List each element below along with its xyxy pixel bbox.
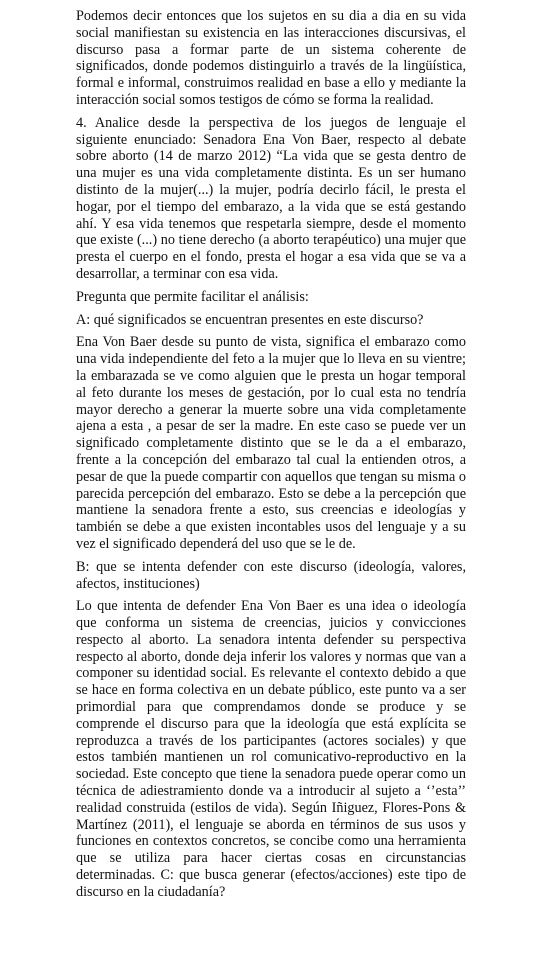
paragraph-question-4: 4. Analice desde la perspectiva de los juegos de lenguaje el siguiente enunciado: Senadora Ena Von Baer, respecto al debate sobre aborto (14 de marzo 2012) “La vida que se gesta dentro de una mujer es una vida completamente distinta. Es un ser humano distinto de la mujer(...) la mujer, podría decirlo fácil, le presta el hogar, por el tiempo del embarazo, a la vida que se está gestando ahí. Y esa vida tenemos que respetarla siempre, desde el momento que existe (...) no tiene derecho (a aborto terapéutico) una mujer que presta el cuerpo en el fondo, presta el hogar a esa vida que se va a desarrollar, a terminar con esa vida. [76,114,466,282]
paragraph-question-b: B: que se intenta defender con este discurso (ideología, valores, afectos, instituciones) [76,558,466,592]
document-page [76,8,466,907]
paragraph-guiding-question: Pregunta que permite facilitar el análisis: [76,288,309,305]
paragraph-intro: Podemos decir entonces que los sujetos en su dia a dia en su vida social manifiestan su existencia en las interacciones discursivas, el discurso pasa a formar parte de un sistema coherente de significados, donde podemos distinguirlo a través de la lingüística, formal e informal, construimos realidad en base a ello y mediante la interacción social somos testigos de cómo se forma la realidad. [76,8,466,108]
paragraph-answer-a: Ena Von Baer desde su punto de vista, significa el embarazo como una vida independiente del feto a la mujer que lo lleva en su vientre; la embarazada se ve como alguien que le presta un hogar temporal al feto durante los meses de gestación, por lo cual esta no tendría mayor derecho a generar la muerte sobre una vida completamente ajena a esta , a pesar de ser la madre. En este caso se puede ver un significado completamente distinto que se le da a el embarazo, frente a la concepción del embarazo tal cual la entienden otros, a pesar de que la puede compartir con aquellos que tengan su misma o parecida percepción del embarazo. Esto se debe a la percepción que mantiene la senadora frente a esto, sus creencias e ideologías y también se debe a que existen incontables usos del lenguaje y a su vez el significado dependerá del uso que se le de. [76,334,466,552]
paragraph-answer-b: Lo que intenta de defender Ena Von Baer es una idea o ideología que conforma un sistema de creencias, juicios y convicciones respecto al aborto. La senadora intenta defender su perspectiva respecto al aborto, donde deja inferir los valores y normas que van a componer su identidad social. Es relevante el contexto debido a que se hace en forma colectiva en un debate público, este punto va a ser primordial para que comprendamos donde se produce y se comprende el discurso para que la ideología que está explícita se reproduzca a través de los participantes (actores sociales) y que estos también mantienen un rol comunicativo-reproductivo en la sociedad. Este concepto que tiene la senadora puede operar como un técnica de adiestramiento donde va a introducir al sujeto a ‘’esta’’ realidad construida (estilos de vida). Según Iñiguez, Flores-Pons & Martínez (2011), el lenguaje se aborda en términos de sus usos y funciones en contextos concretos, se concibe como una herramienta que se utiliza para hacer ciertas cosas en circunstancias determinadas. C: que busca generar (efectos/acciones) este tipo de discurso en la ciudadanía? [76,598,466,900]
paragraph-question-a: A: qué significados se encuentran presentes en este discurso? [76,311,424,328]
